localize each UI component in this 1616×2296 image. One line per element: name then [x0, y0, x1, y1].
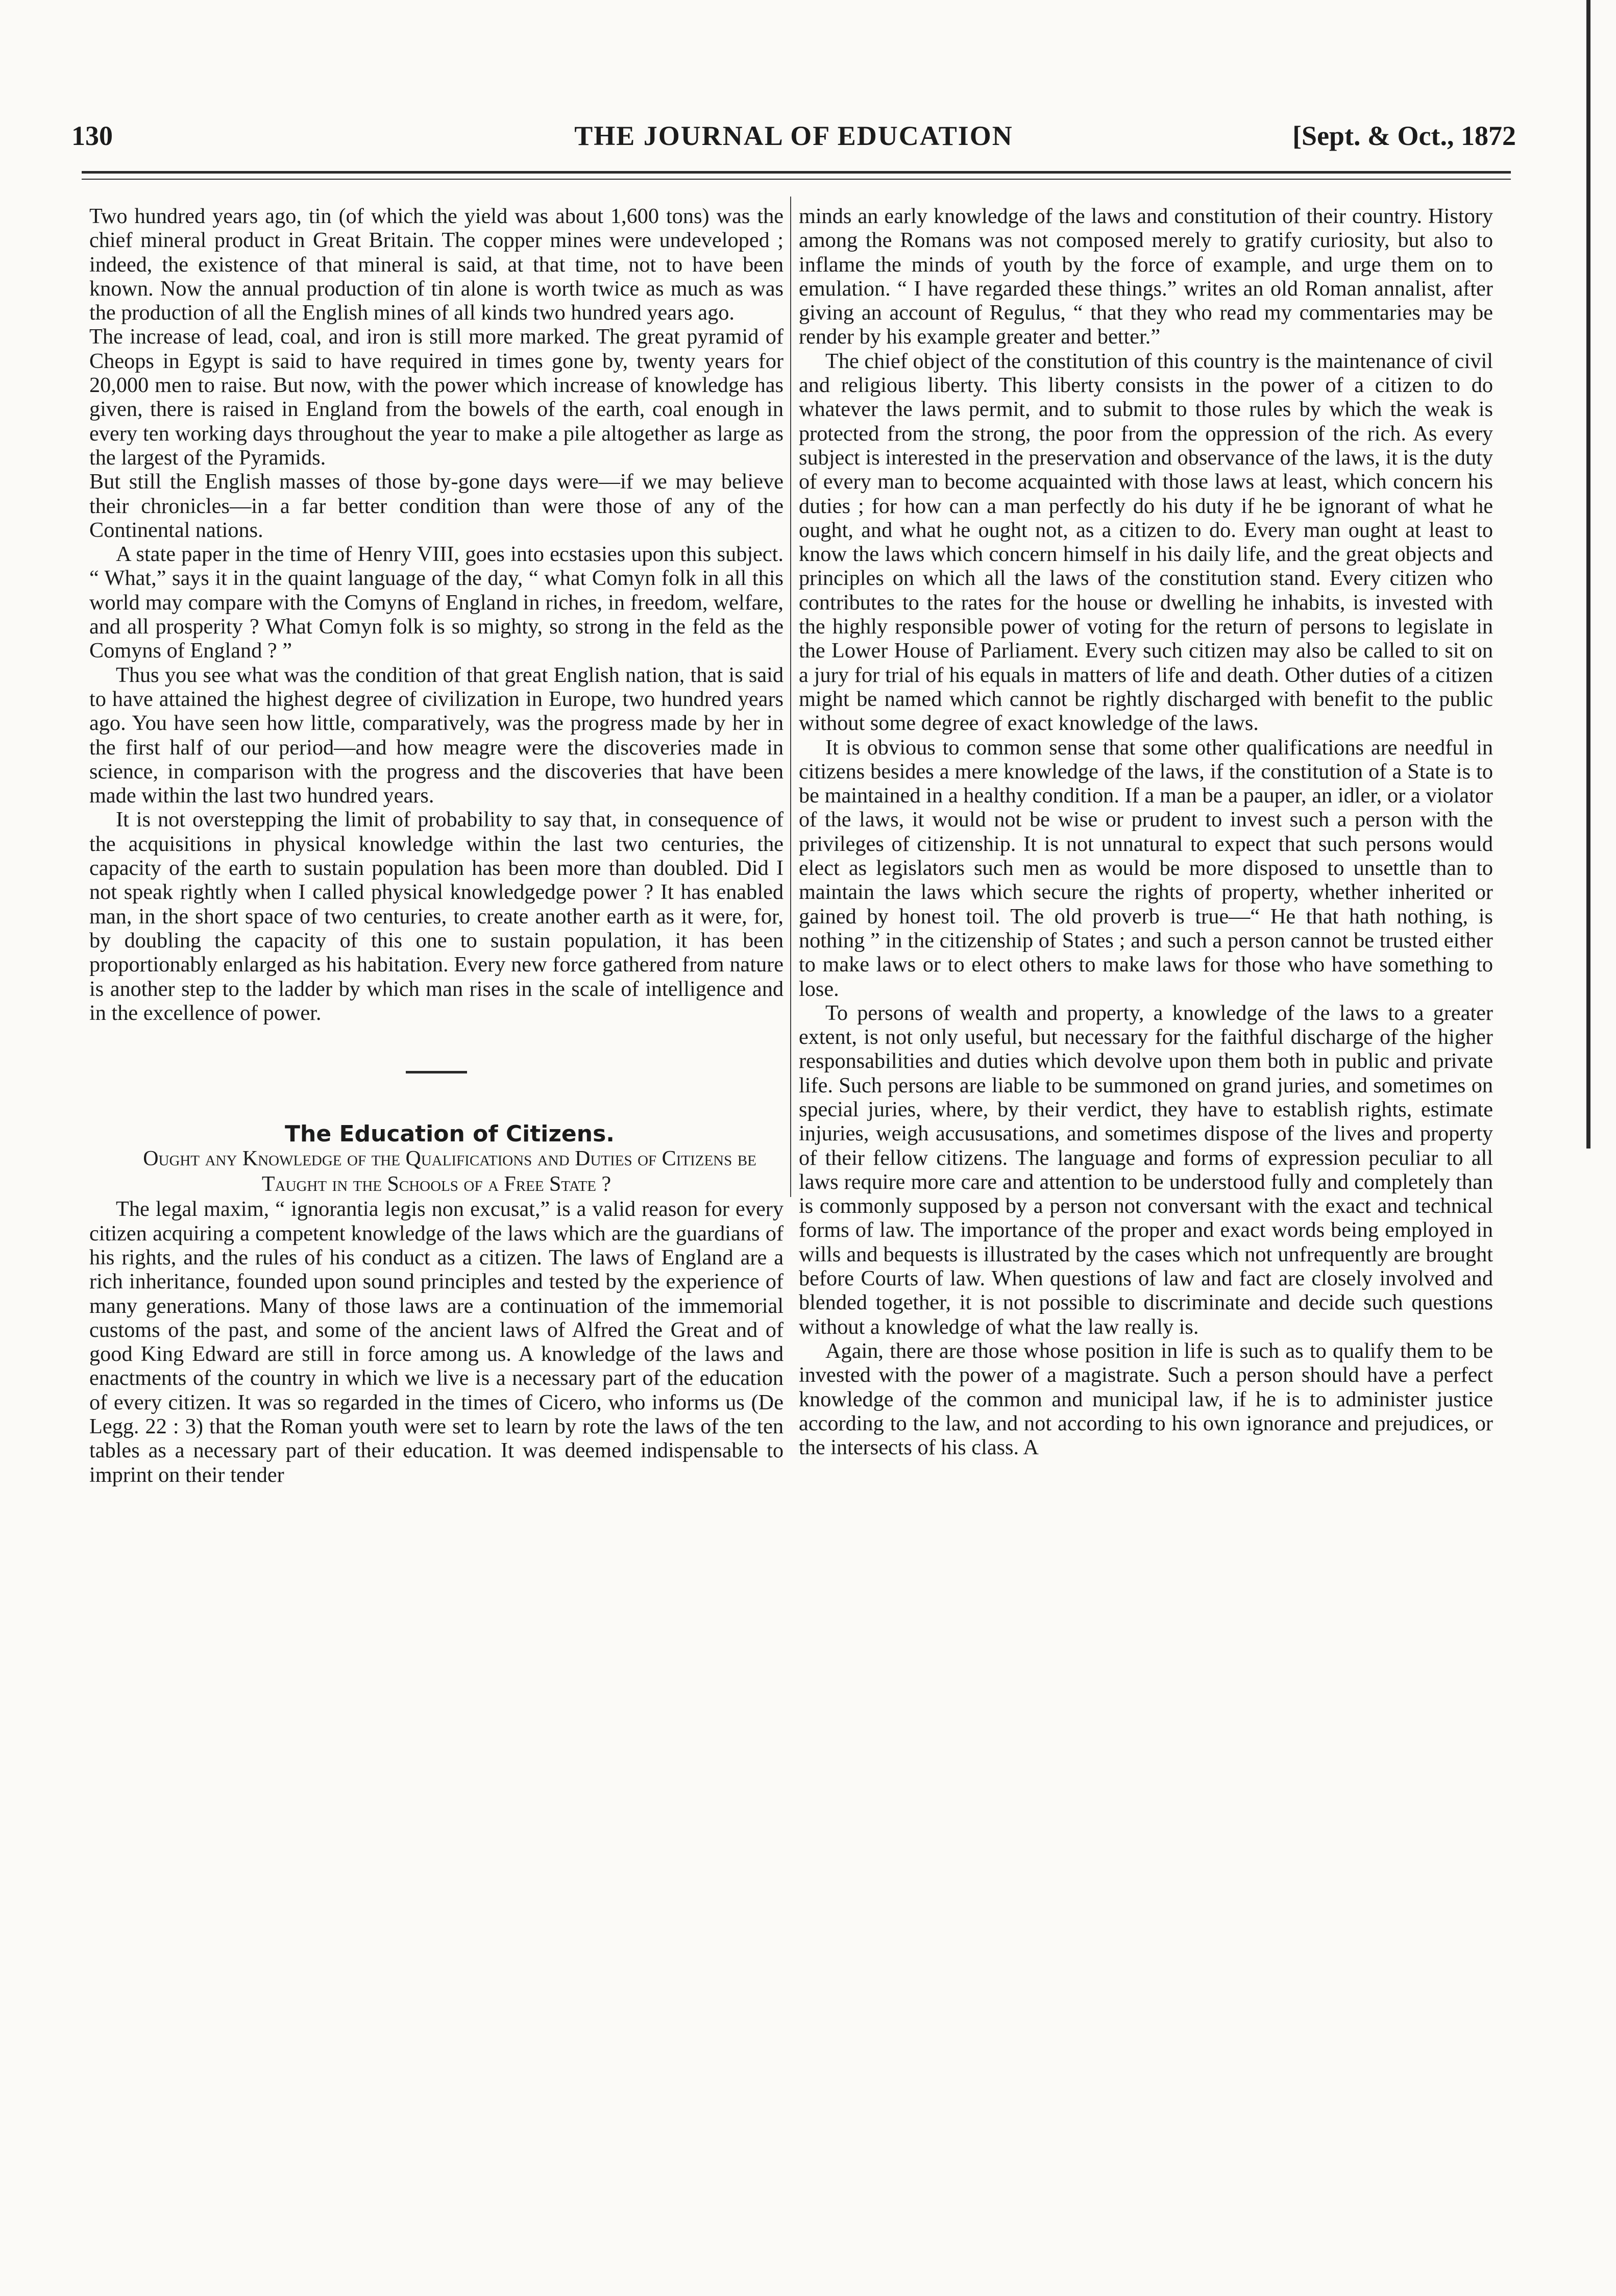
page-edge-mark: [1586, 0, 1590, 1149]
paragraph: Thus you see what was the condition of that great English nation, that is said to have attained the highest degree of civilization in Europe, two hundred years ago. You have seen how little, comparatively, was the progress made by her in the first half of our period—and how meagre were the discoveries made in science, in comparison with the progress and the discoveries that have been made within the last two hundred years.: [89, 663, 783, 808]
section-title: The Education of Citizens.: [285, 1121, 615, 1147]
paragraph: A state paper in the time of Henry VIII, goes into ecstasies upon this subject. “ What,” says it in the quaint language of the day, “ what Comyn folk in all this world may compare with the Comyns of England in riches, in freedom, welfare, and all prosperity ? What Comyn folk is so mighty, so strong in the feld as the Comyns of England ? ”: [89, 542, 783, 663]
paragraph: It is not overstepping the limit of probability to say that, in consequence of the acquisitions in physical knowledge within the last two centuries, the capacity of the earth to sustain population has been more than doubled. Did I not speak rightly when I called physical knowledgedge power ? It has enabled man, in the short space of two centuries, to create another earth as it were, for, by doubling the capacity of this one to sustain population, it has been proportionably enlarged as his habitation. Every new force gathered from nature is another step to the ladder by which man rises in the scale of intelligence and in the excellence of power.: [89, 808, 783, 1025]
header-rule-thin: [82, 179, 1511, 180]
header-rule-thick: [82, 171, 1511, 174]
section-separator: [406, 1071, 467, 1073]
paragraph: Again, there are those whose position in life is such as to qualify them to be invested with the power of a magistrate. Such a person should have a perfect knowledge of the common and municipal law, if he is to administer justice according to the law, and not according to his own ignorance and prejudices, or the intersects of his class. A: [799, 1338, 1493, 1460]
journal-title: THE JOURNAL OF EDUCATION: [574, 120, 1013, 151]
paragraph: The legal maxim, “ ignorantia legis non excusat,” is a valid reason for every citizen acquiring a competent knowledge of the laws which are the guardians of his rights, and the rules of his conduct as a citizen. The laws of England are a rich inheritance, founded upon sound principles and tested by the experience of many generations. Many of those laws are a continuation of the immemorial customs of the past, and some of the ancient laws of Alfred the Great and of good King Edward are still in force among us. A knowledge of the laws and enactments of the country in which we live is a necessary part of the education of every citizen. It was so regarded in the times of Cicero, who informs us (De Legg. 22 : 3) that the Roman youth were set to learn by rote the laws of the ten tables as a necessary part of their education. It was deemed indispensable to imprint on their tender: [89, 1197, 783, 1487]
page-number: 130: [71, 120, 113, 151]
issue-date: [Sept. & Oct., 1872: [1292, 120, 1516, 151]
paragraph: But still the English masses of those by-gone days were—if we may believe their chronicles—in a far better condition than were those of any of the Continental nations.: [89, 470, 783, 542]
paragraph: The increase of lead, coal, and iron is still more marked. The great pyramid of Cheops in Egypt is said to have required in times gone by, twenty years for 20,000 men to raise. But now, with the power which increase of knowledge has given, there is raised in England from the bowels of the earth, coal enough in every ten working days throughout the year to make a pile altogether as large as the largest of the Pyramids.: [89, 325, 783, 470]
paragraph: To persons of wealth and property, a knowledge of the laws to a greater extent, is not only useful, but necessary for the faithful discharge of the higher responsabilities and duties which devolve upon them both in public and private life. Such persons are liable to be summoned on grand juries, and sometimes on special juries, where, by their verdict, they have to establish rights, estimate injuries, weigh accususations, and sometimes dispose of the lives and property of their fellow citizens. The language and forms of expression peculiar to all laws require more care and attention to be understood fully and completely than is commonly supposed by a person not conversant with the exact and technical forms of law. The importance of the proper and exact words being employed in wills and bequests is illustrated by the cases which not unfrequently are brought before Courts of law. When questions of law and fact are closely involved and blended together, it is not possible to discriminate and decide such questions without a knowledge of what the law really is.: [799, 1000, 1493, 1339]
page-header: [71, 115, 1516, 161]
column-divider: [790, 197, 791, 1197]
paragraph: minds an early knowledge of the laws and constitution of their country. History among the Romans was not composed merely to gratify curiosity, but also to inflame the minds of youth by the force of example, and urge them on to emulation. “ I have regarded these things.” writes an old Roman annalist, after giving an account of Regulus, “ that they who read my commentaries may be render by his example greater and better.”: [799, 204, 1493, 349]
paragraph: Two hundred years ago, tin (of which the yield was about 1,600 tons) was the chief mineral product in Great Britain. The copper mines were undeveloped ; indeed, the existence of that mineral is said, at that time, not to have been known. Now the annual production of tin alone is worth twice as much as was the production of all the English mines of all kinds two hundred years ago.: [89, 204, 783, 325]
paragraph: The chief object of the constitution of this country is the maintenance of civil and religious liberty. This liberty consists in the power of a citizen to do whatever the laws permit, and to submit to those rules by which the weak is protected from the strong, the poor from the oppression of the rich. As every subject is interested in the preservation and observance of the laws, it is the duty of every man to become acquainted with those laws at least, which concern his duties ; for how can a man perfectly do his duty if he be ignorant of what he ought, and what he ought not, as a citizen to do. Every man ought at least to know the laws which concern himself in his daily life, and the great objects and principles on which all the laws of the constitution stand. Every citizen who contributes to the rates for the house or dwelling he inhabits, is invested with the highly responsible power of voting for the return of persons to legislate in the Lower House of Parliament. Every such citizen may also be called to sit on a jury for trial of his equals in matters of life and death. Other duties of a citizen might be named which cannot be rightly discharged with benefit to the public without some degree of exact knowledge of the laws.: [799, 349, 1493, 736]
section-subtitle: Ought any Knowledge of the Qualifications and Duties of Citizens be Taught in the Schools of a Free State ?: [143, 1147, 756, 1196]
right-column: [799, 204, 1493, 2236]
left-column: [89, 204, 783, 2236]
paragraph: It is obvious to common sense that some other qualifications are needful in citizens besides a mere knowledge of the laws, if the constitution of a State is to be maintained in a healthy condition. If a man be a pauper, an idler, or a violator of the laws, it would not be wise or prudent to invest such a person with the privileges of citizenship. It is not unnatural to expect that such persons would elect as legislators such men as would be more disposed to unsettle than to maintain the laws which secure the rights of property, whether inherited or gained by honest toil. The old proverb is true—“ He that hath nothing, is nothing ” in the citizenship of States ; and such a person cannot be trusted either to make laws or to elect others to make laws for those who have something to lose.: [799, 735, 1493, 1001]
